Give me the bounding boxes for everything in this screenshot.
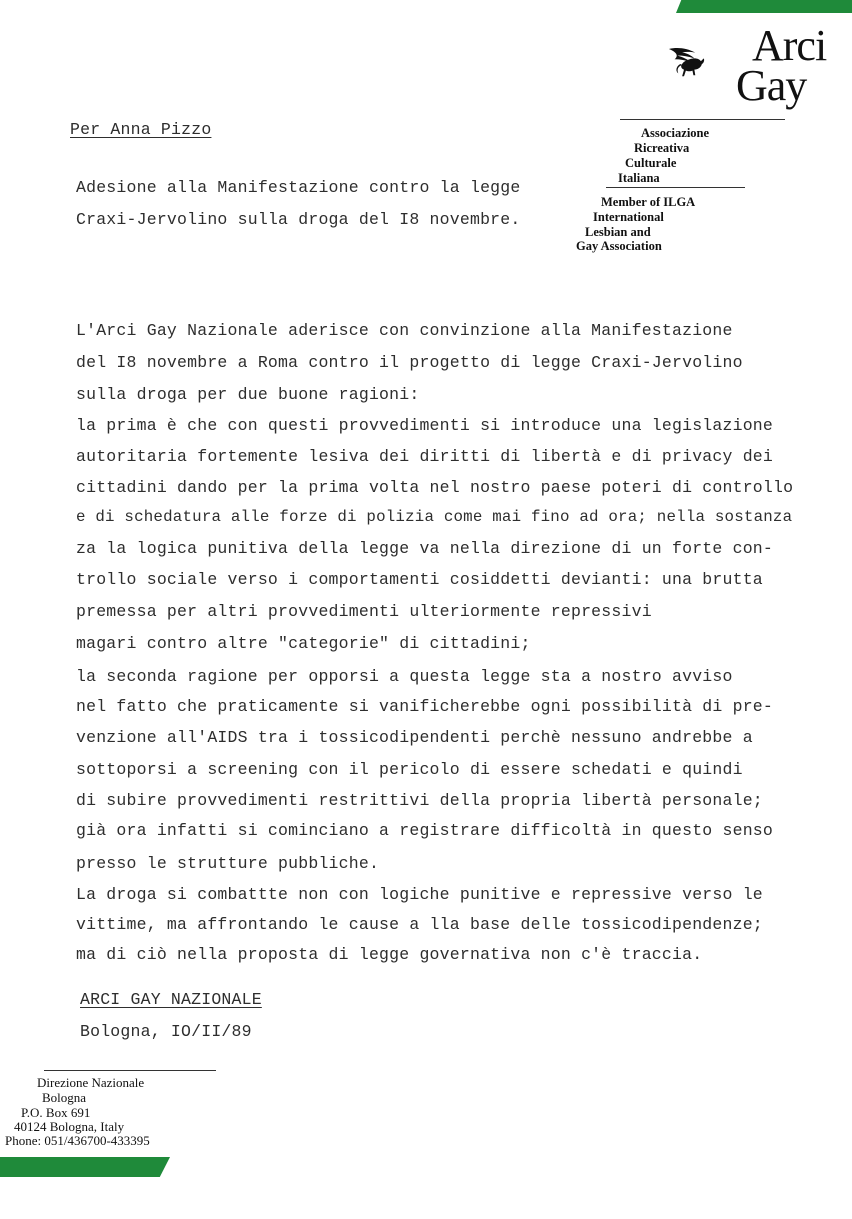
body-line: la prima è che con questi provvedimenti si introduce una legislazione: [76, 416, 774, 435]
footer-line: Phone: 051/436700-433395: [5, 1133, 150, 1148]
footer-line: P.O. Box 691: [21, 1105, 91, 1120]
addressee: Per Anna Pizzo: [70, 120, 212, 139]
body-line: vittime, ma affrontando le cause a lla base delle tossicodipendenze;: [76, 915, 763, 934]
footer-line: Direzione Nazionale: [37, 1075, 145, 1090]
body-line: e di schedatura alle forze di polizia come mai fino ad ora; nella sostanza: [76, 508, 793, 526]
body-line: di subire provvedimenti restrittivi della propria libertà personale;: [76, 791, 763, 810]
membership-line: Member of ILGA: [601, 195, 696, 209]
association-line: Associazione: [641, 126, 710, 140]
body-line: cittadini dando per la prima volta nel nostro paese poteri di controllo: [76, 478, 794, 497]
membership-line: International: [593, 210, 664, 224]
subject-line: Craxi-Jervolino sulla droga del I8 novembre.: [76, 210, 521, 229]
place-date: Bologna, IO/II/89: [80, 1022, 252, 1041]
body-line: autoritaria fortemente lesiva dei diritti di libertà e di privacy dei: [76, 447, 774, 466]
association-line: Italiana: [618, 171, 660, 185]
body-line: già ora infatti si cominciano a registrare difficoltà in questo senso: [76, 821, 774, 840]
signature: ARCI GAY NAZIONALE: [80, 990, 262, 1009]
body-line: la seconda ragione per opporsi a questa legge sta a nostro avviso: [76, 667, 733, 686]
body-line: premessa per altri provvedimenti ulteriormente repressivi: [76, 602, 652, 621]
bottom-green-band: [0, 1157, 170, 1177]
association-line: Ricreativa: [634, 141, 690, 155]
body-line: ma di ciò nella proposta di legge governativa non c'è traccia.: [76, 945, 703, 964]
body-line: presso le strutture pubbliche.: [76, 854, 380, 873]
letterhead-rule-top: [620, 119, 785, 120]
body-line: L'Arci Gay Nazionale aderisce con convinzione alla Manifestazione: [76, 321, 733, 340]
top-green-band: [676, 0, 852, 13]
letterhead-rule-bottom: [606, 187, 745, 188]
subject-line: Adesione alla Manifestazione contro la legge: [76, 178, 521, 197]
body-line: sulla droga per due buone ragioni:: [76, 385, 420, 404]
body-line: sottoporsi a screening con il pericolo di essere schedati e quindi: [76, 760, 743, 779]
body-line: venzione all'AIDS tra i tossicodipendenti perchè nessuno andrebbe a: [76, 728, 753, 747]
body-line: La droga si combattte non con logiche punitive e repressive verso le: [76, 885, 763, 904]
footer-rule: [44, 1070, 216, 1071]
body-line: trollo sociale verso i comportamenti cosiddetti devianti: una brutta: [76, 570, 763, 589]
membership-line: Lesbian and: [585, 225, 651, 239]
footer-line: Bologna: [42, 1090, 87, 1105]
body-line: za la logica punitiva della legge va nella direzione di un forte con-: [76, 539, 774, 558]
association-line: Culturale: [625, 156, 677, 170]
body-line: del I8 novembre a Roma contro il progetto di legge Craxi-Jervolino: [76, 353, 743, 372]
logo-wordmark-gay: Gay: [736, 61, 807, 110]
body-line: nel fatto che praticamente si vanificherebbe ogni possibilità di pre-: [76, 697, 774, 716]
logo-wordmark-arci: Arci: [752, 21, 827, 70]
footer-line: 40124 Bologna, Italy: [14, 1119, 125, 1134]
body-line: magari contro altre "categorie" di cittadini;: [76, 634, 531, 653]
membership-line: Gay Association: [576, 239, 662, 253]
